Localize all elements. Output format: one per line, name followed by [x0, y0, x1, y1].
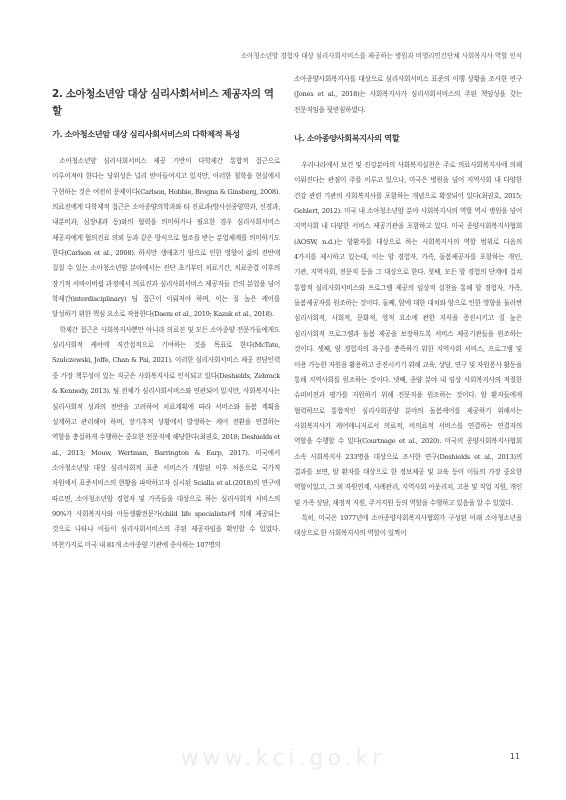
- body-paragraph: 학제간 접근은 사회복지사뿐만 아니라 의료진 및 모든 소아종양 전문가들에게도 심리사회적 케어에 직간접적으로 기여하는 것을 목표로 한다(McTate, Szulczewski, Joffe, Chan & Pai, 2021). 이러한 심리사회서비스 제공 전담인력 중 가장 책무성이 있는 직군은 사회복지사로 인식되고 있다(Deshields, Zebrack & Kennedy, 2013). 팀 전체가 심리사회서비스와 연관되어 있지만, 사회복지사는 심리사회적 성과의 전반을 고려하여 치료계획에 따라 서비스와 돌봄 계획을 설계하고 관리해야 하며, 장기추적 상황에서 발생하는 케어 전환을 연결하는 역할을 충실하게 수행하는 중요한 전문직에 해당한다(최권호, 2018; Deshields et al., 2013; Mouw, Wertman, Barrington & Earp, 2017). 미국에서 소아청소년암 대상 심리사회적 표준 서비스가 개발된 이후 처음으로 국가적 차원에서 표준서비스의 현황을 파악하고자 실시된 Scialla et al.(2018)의 연구에 따르면, 소아청소년암 경험자 및 가족들을 대상으로 하는 심리사회적 서비스의 90%가 사회복지사와 아동생활전문가(child life specialists)에 의해 제공되는 것으로 나타나 이들이 심리사회서비스의 주된 제공자임을 확인할 수 있었다. 마찬가지로 미국 내 81개 소아종양 기관에 종사하는 107명의: [52, 325, 280, 549]
- body-paragraph: 소아청소년암 심리사회서비스 제공 기반이 다학제간 통합적 접근으로 이루어져야 한다는 당위성은 널리 받아들여지고 있지만, 이러한 철학을 현실에서 구현하는 것은 여전히 문제이다(Carlson, Hobbie, Brogna & Ginsberg, 2008). 의료진에게 다학제적 접근은 소아종양의학과와 타 진료과(방사선종양학과, 신경과, 내분비과, 심장내과 등)와의 협력을 의미하거나 필요한 경우 심리사회서비스 제공자에게 협의진료 의뢰 등과 같은 방식으로 협조를 받는 분업체계를 의미하기도 한다(Carlson et al., 2008). 하지만 생애초기 암으로 인한 영향이 삶의 전반에 걸칠 수 있는 소아청소년암 분야에서는 진단 초기부터 치료기간, 치료종결 이후의 장기적 서바이버쉽 과정에서 의료진과 심리사회서비스 제공자들 간의 분업을 넘어 학제간(interdisciplinary) 팀 접근이 이뤄져야 하며, 이는 질 높은 케어를 달성하기 위한 핵심 요소로 작용한다(Daem et al., 2019; Kazak et al., 2018).: [52, 157, 280, 319]
- section-title: 2. 소아청소년암 대상 심리사회서비스 제공자의 역할: [52, 88, 274, 117]
- right-column: [294, 72, 522, 542]
- running-header: 소아청소년암 경험자 대상 심리사회서비스를 제공하는 병원과 비영리민간단체 사회복지사 역할 인식: [240, 52, 522, 60]
- page-number: 11: [509, 752, 520, 761]
- subsection-title-ga: 가. 소아청소년암 대상 심리사회서비스의 다학제적 특성: [52, 129, 240, 139]
- body-paragraph: 특히, 미국은 1977년에 소아종양사회복지사협회가 구성된 이래 소아청소년을 대상으로 한 사회복지사의 역할이 일찍이: [294, 513, 522, 538]
- subsection-title-na: 나. 소아종양사회복지사의 역할: [294, 133, 400, 144]
- body-paragraph: 소아종양사회복지사를 대상으로 심리사회서비스 표준의 이행 상황을 조사한 연구(Jones et al., 2018)는 사회복지사가 심리사회서비스의 주된 책임성을 갖는 전문직임을 뒷받침하였다.: [294, 75, 522, 114]
- body-paragraph: 우리나라에서 보건 및 진강분야의 사회복지실천은 주로 의료사회복지사에 의해 이뤄진다는 관점이 주를 이루고 있으나, 미국은 병원을 넘어 지역사회 내 다양한 건강 관련 기관의 사회복지사를 포함하는 개념으로 확장되어 있다(최권호, 2015; Gehlert, 2012). 미국 내 소아청소년암 분야 사회복지사의 역할 역시 병원을 넘어 지역사회 내 다양한 서비스 제공기관을 포함하고 있다. 미국 종양사회복지사협회(AOSW, n.d.)는 암환자를 대상으로 하는 사회복지사의 역할 범위로 다음의 4가지를 제시하고 있는데, 이는 암 경험자, 가족, 돌봄제공자를 포함하는 개인, 기관, 지역사회, 전문직 등을 그 대상으로 한다. 첫째, 모든 암 경험의 단계에 걸쳐 통합적 심리사회서비스와 프로그램 제공의 임상적 실천을 통해 암 경험자, 가족, 돌봄제공자를 원조하는 것이다. 둘째, 암에 대한 대처와 암으로 인한 영향을 둘러싼 심리사회적, 사회적, 문화적, 영적 요소에 관한 지식을 증진시키고 질 높은 심리사회적 프로그램과 돌봄 제공을 보장하도록 서비스 제공기관들을 원조하는 것이다. 셋째, 암 경험자의 욕구를 충족하기 위한 지역사회 서비스, 프로그램 및 이용 가능한 자원을 활용하고 증진시키기 위해 교육, 상담, 연구 및 자원봉사 활동을 통해 지역사회를 원조하는 것이다. 넷째, 종양 분야 내 임상 사회복지사의 적절한 슈퍼비전과 평가를 지원하기 위해 전문직을 원조하는 것이다. 암 환자들에게 협력하므로 통합적인 심리사회종양 분야의 돌봄케어를 제공하기 위해서는 사회복지사가 케어매니저로서 의료적, 비의료적 서비스를 연결하는 연결자의 역할을 수행할 수 있다(Courtnage et al., 2020). 미국의 종양사회복지사협회 소속 사회복지사 233명을 대상으로 조사한 연구(Deshields et al., 2013)의 결과를 보면, 암 환자를 대상으로 한 정보제공 및 교육 등이 이들의 가장 중요한 역할이었고, 그 외 자원연계, 사례관리, 지역사회 아웃리치, 고용 및 직업 지원, 개인 및 가족 상담, 재정적 지원, 주거지원 등의 역할을 수행하고 있음을 알 수 있었다.: [294, 161, 522, 507]
- left-column: [52, 82, 280, 553]
- watermark: www.kci.go.kr: [180, 746, 386, 771]
